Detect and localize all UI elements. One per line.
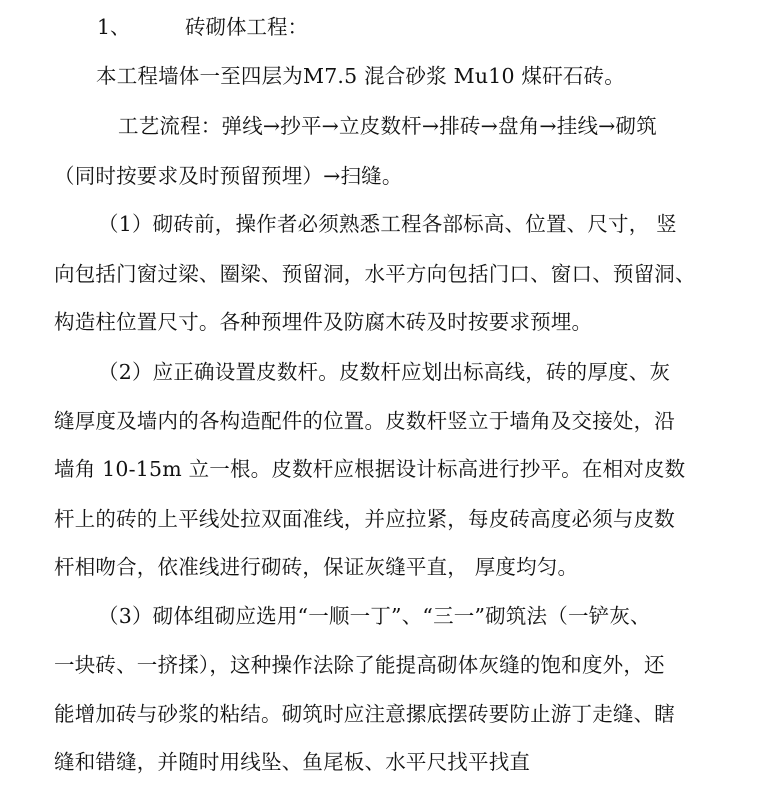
- paragraph-line: （2）应正确设置皮数杆。皮数杆应划出标高线，砖的厚度、灰: [98, 360, 671, 384]
- paragraph-line: 杆上的砖的上平线处拉双面准线，并应拉紧，每皮砖高度必须与皮数: [54, 507, 675, 531]
- paragraph-line: （1）砌砖前，操作者必须熟悉工程各部标高、位置、尺寸， 竖: [98, 212, 677, 236]
- paragraph-line: 能增加砖与砂浆的粘结。砌筑时应注意摞底摆砖要防止游丁走缝、瞎: [54, 702, 675, 726]
- paragraph-line: 墙角 10-15m 立一根。皮数杆应根据设计标高进行抄平。在相对皮数: [54, 457, 686, 481]
- paragraph-line: 工艺流程：弹线→抄平→立皮数杆→排砖→盘角→挂线→砌筑: [118, 114, 657, 138]
- paragraph-line: 本工程墙体一至四层为M7.5 混合砂浆 Mu10 煤矸石砖。: [96, 64, 625, 88]
- paragraph-line: 向包括门窗过梁、圈梁、预留洞，水平方向包括门口、窗口、预留洞、: [54, 262, 696, 286]
- paragraph-line: （3）砌体组砌应选用“一顺一丁”、“三一”砌筑法（一铲灰、: [98, 604, 651, 628]
- paragraph-line: 缝厚度及墙内的各构造配件的位置。皮数杆竖立于墙角及交接处，沿: [54, 409, 675, 433]
- paragraph-line: 构造柱位置尺寸。各种预埋件及防腐木砖及时按要求预埋。: [54, 310, 593, 334]
- paragraph-line: 缝和错缝，并随时用线坠、鱼尾板、水平尺找平找直: [54, 750, 531, 774]
- section-title: 砖砌体工程：: [185, 15, 308, 39]
- paragraph-line: 一块砖、一挤揉），这种操作法除了能提高砌体灰缝的饱和度外，还: [54, 653, 665, 677]
- paragraph-line: 杆相吻合，依准线进行砌砖，保证灰缝平直， 厚度均匀。: [54, 555, 579, 579]
- section-number: 1、: [97, 15, 131, 39]
- paragraph-line: （同时按要求及时预留预埋）→扫缝。: [54, 164, 403, 188]
